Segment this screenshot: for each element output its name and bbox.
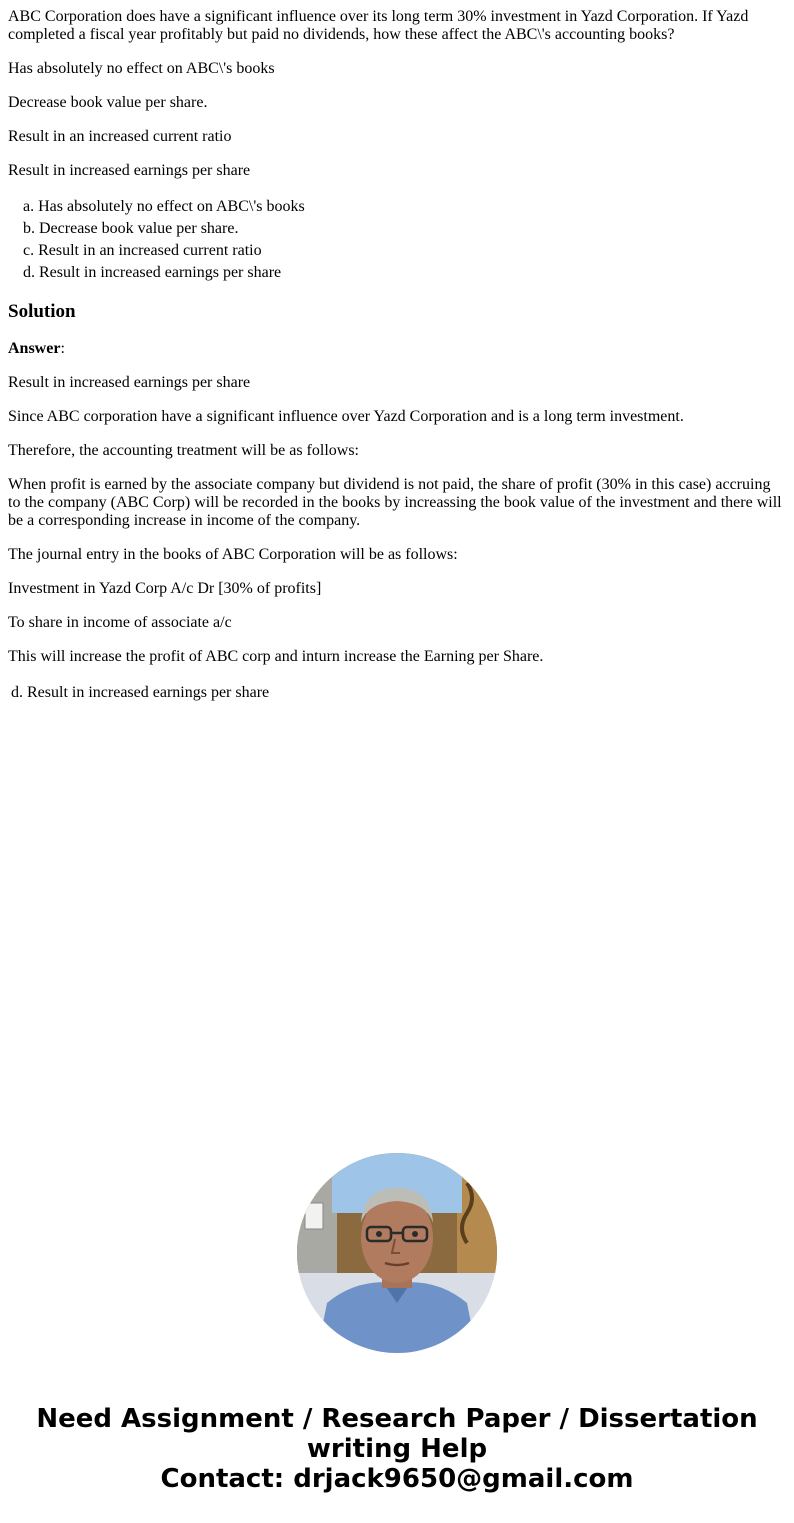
plain-option: Decrease book value per share. <box>8 94 208 111</box>
option-letter: b. <box>23 220 35 237</box>
lettered-options-list <box>8 196 786 284</box>
option-text: Result in increased earnings per share <box>39 264 282 281</box>
option-item-a <box>23 196 786 218</box>
solution-paragraph: To share in income of associate a/c <box>8 614 232 631</box>
answer-label-line <box>8 340 786 358</box>
solution-paragraph: Therefore, the accounting treatment will be as follows: <box>8 442 359 459</box>
promo-line-2: writing Help <box>306 1434 488 1464</box>
option-letter: d. <box>23 264 35 281</box>
final-answer: d. Result in increased earnings per share <box>11 684 270 701</box>
answer-colon: : <box>60 340 65 357</box>
option-text: Decrease book value per share. <box>39 220 239 237</box>
option-text: Has absolutely no effect on ABC\'s books <box>38 198 305 215</box>
author-portrait-image <box>297 1153 497 1353</box>
promo-banner <box>0 1404 794 1494</box>
solution-paragraph: Investment in Yazd Corp A/c Dr [30% of profits] <box>8 580 322 597</box>
option-item-b <box>23 218 786 240</box>
option-item-d <box>23 262 786 284</box>
plain-option: Result in an increased current ratio <box>8 128 232 145</box>
option-item-c <box>23 240 786 262</box>
plain-option: Has absolutely no effect on ABC\'s books <box>8 60 275 77</box>
question-text: ABC Corporation does have a significant influence over its long term 30% investment in Yazd Corporation. If Yazd completed a fiscal year profitably but paid no dividends, how these affect the ABC\'s accounting books? <box>8 8 749 43</box>
solution-paragraph: The journal entry in the books of ABC Corporation will be as follows: <box>8 546 458 563</box>
option-text: Result in an increased current ratio <box>38 242 262 259</box>
solution-paragraph: Result in increased earnings per share <box>8 374 251 391</box>
solution-heading: Solution <box>8 301 76 322</box>
promo-line-1: Need Assignment / Research Paper / Dissertation <box>36 1404 758 1434</box>
solution-paragraph: When profit is earned by the associate company but dividend is not paid, the share of profit (30% in this case) accruing to the company (ABC Corp) will be recorded in the books by increassing the book value of the investment and there will be a corresponding increase in income of the company. <box>8 476 782 529</box>
solution-paragraph: Since ABC corporation have a significant influence over Yazd Corporation and is a long term investment. <box>8 408 684 425</box>
plain-option: Result in increased earnings per share <box>8 162 251 179</box>
author-avatar <box>297 1153 497 1353</box>
option-letter: c. <box>23 242 35 259</box>
promo-contact: Contact: drjack9650@gmail.com <box>160 1464 634 1494</box>
answer-label: Answer <box>8 340 61 357</box>
option-letter: a. <box>23 198 35 215</box>
document-body <box>0 0 794 704</box>
solution-paragraph: This will increase the profit of ABC corp and inturn increase the Earning per Share. <box>8 648 544 665</box>
